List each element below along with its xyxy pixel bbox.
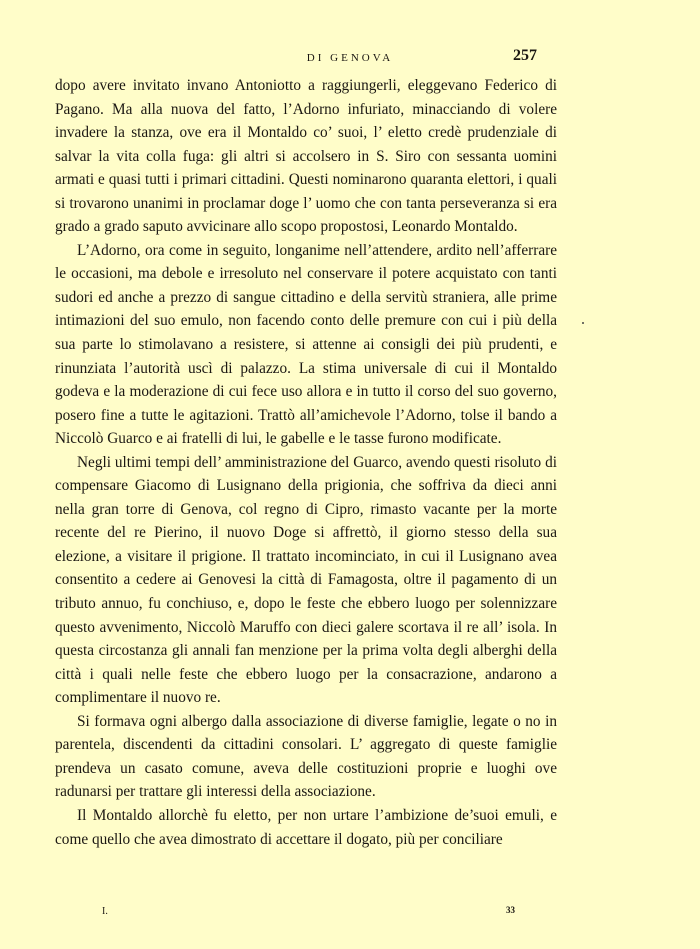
running-title: DI GENOVA xyxy=(306,52,394,64)
paragraph: L’Adorno, ora come in seguito, longanime nell’attendere, ardito nell’afferrare le occasioni, ma debole e irresoluto nel conservare il potere acquistato con tanti sudori ed anche a prezzo di sangue cittadino e della servitù straniera, alle prime intimazioni del suo emulo, non facendo conto delle premure con cui i più della sua parte lo stimolavano a resistere, si attenne ai consigli dei più prudenti, e rinunziata l’autorità uscì di palazzo. La stima universale di cui il Montaldo godeva e la moderazione di cui fece uso allora e in tutto il corso del suo governo, posero fine a tutte le agitazioni. Trattò all’amichevole l’Adorno, tolse il bando a Niccolò Guarco e ai fratelli di lui, le gabelle e le tasse furono modificate. xyxy=(55,241,557,448)
paragraph: dopo avere invitato invano Antoniotto a raggiungerli, eleggevano Federico di Pagano. Ma alla nuova del fatto, l’Adorno infuriato, minacciando di volere invadere la stanza, ove era il Montaldo co’ suoi, l’ eletto credè prudenziale di salvar la vita colla fuga: gli altri si accolsero in S. Siro con sessanta uomini armati e quasi tutti i primari cittadini. Questi nominarono quaranta elettori, i quali si trovarono unanimi in proclamar doge l’ uomo che con tanta perseveranza si era grado a grado saputo avvicinare allo scopo propostosi, Leonardo Montaldo. xyxy=(55,77,557,236)
paragraph: Il Montaldo allorchè fu eletto, per non urtare l’ambizione de’suoi emuli, e come quello che avea dimostrato di accettare il dogato, più per conciliare xyxy=(55,806,557,848)
signature-mark: I. xyxy=(102,906,108,917)
paragraph: Negli ultimi tempi dell’ amministrazione del Guarco, avendo questi risoluto di compensare Giacomo di Lusignano della prigionia, che soffriva da dieci anni nella gran torre di Genova, col regno di Cipro, rimasto vacante per la morte recente del re Pierino, il nuovo Doge si affrettò, il giorno stesso della sua elezione, a visitare il prigione. Il trattato incominciato, in cui il Lusignano avea consentito a cedere ai Genovesi la città di Famagosta, oltre il pagamento di un tributo annuo, fu conchiuso, e, dopo le feste che ebbero luogo per solennizzare questo avvenimento, Niccolò Maruffo con dieci galere scortava il re all’ isola. In questa circostanza gli annali fan menzione per la prima volta degli alberghi della città i quali nelle feste che ebbero luogo per la consacrazione, andarono a complimentare il nuovo re. xyxy=(55,453,557,707)
page-number: 257 xyxy=(513,47,537,64)
paragraph: Si formava ogni albergo dalla associazione di diverse famiglie, legate o no in parentela, discendenti da cittadini consolari. L’ aggregato di queste famiglie prendeva un casato comune, aveva delle costituzioni proprie e luoghi ove radunarsi per trattare gli interessi della associazione. xyxy=(55,712,557,801)
body-text xyxy=(55,74,557,851)
sheet-number: 33 xyxy=(506,905,515,915)
ink-speck xyxy=(582,322,584,324)
